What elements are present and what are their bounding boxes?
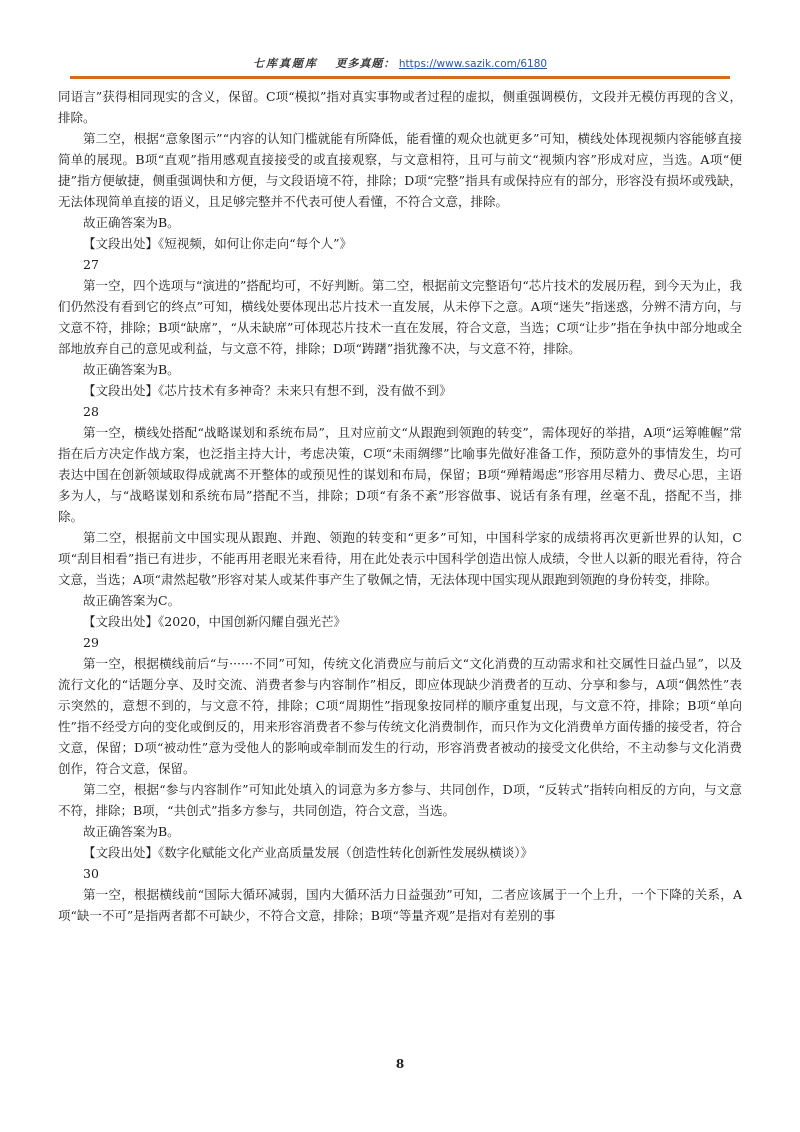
- source-line: 【文段出处】《芯片技术有多神奇？未来只有想不到，没有做不到》: [83, 383, 452, 398]
- paragraph: 第二空，根据前文中国实现从跟跑、并跑、领跑的转变和“更多”可知，中国科学家的成绩将再次更新世界的认知，C项“刮目相看”指已有进步，不能再用老眼光来看待，用在此处表示中国科学创造出惊人成绩，令世人以新的眼光看待，符合文意，当选；A项“肃然起敬”形容对某人或某件事产生了敬佩之情，无法体现中国实现从跟跑到领跑的身份转变，排除。: [58, 530, 742, 587]
- header-more-label: 更多真题：: [335, 57, 396, 70]
- source-line: 【文段出处】《数字化赋能文化产业高质量发展（创造性转化创新性发展纵横谈）》: [83, 845, 534, 860]
- question-number: 29: [83, 635, 99, 650]
- header-divider: [70, 76, 730, 79]
- answer-line: 故正确答案为B。: [83, 824, 180, 839]
- question-number: 28: [83, 404, 99, 419]
- paragraph: 第一空，横线处搭配“战略谋划和系统布局”，且对应前文“从跟跑到领跑的转变”，需体现好的举措，A项“运筹帷幄”常指在后方决定作战方案，也泛指主持大计，考虑决策，C项“未雨绸缪”比喻事先做好准备工作，预防意外的事情发生，均可表达中国在创新领域取得成就离不开整体的或预见性的谋划和布局，保留；B项“殚精竭虑”形容用尽精力、费尽心思，主语多为人，与“战略谋划和系统布局”搭配不当，排除；D项“有条不紊”形容做事、说话有条有理，丝毫不乱，搭配不当，排除。: [58, 425, 742, 524]
- paragraph: 同语言”获得相同现实的含义，保留。C项“模拟”指对真实事物或者过程的虚拟，侧重强调模仿，文段并无模仿再现的含义，排除。: [58, 89, 742, 125]
- answer-line: 故正确答案为B。: [83, 215, 180, 230]
- paragraph: 第一空，根据横线前后“与······不同”可知，传统文化消费应与前后文“文化消费的互动需求和社交属性日益凸显”，以及流行文化的“话题分享、及时交流、消费者参与内容制作”相反，即应体现缺少消费者的互动、分享和参与，A项“偶然性”表示突然的，意想不到的，与文意不符，排除；C项“周期性”指现象按同样的顺序重复出现，与文意不符，排除；B项“单向性”指不经受方向的变化或倒反的，用来形容消费者不参与传统文化消费制作，而只作为文化消费单方面传播的接受者，符合文意，保留；D项“被动性”意为受他人的影响或牵制而发生的行动，形容消费者被动的接受文化供给，不主动参与文化消费创作，符合文意，保留。: [58, 656, 742, 776]
- question-number: 30: [83, 866, 99, 881]
- answer-line: 故正确答案为C。: [83, 593, 181, 608]
- source-line: 【文段出处】《短视频，如何让你走向“每个人”》: [83, 236, 353, 251]
- header-url-link[interactable]: https://www.sazik.com/6180: [398, 58, 548, 70]
- document-body: [58, 86, 742, 926]
- answer-line: 故正确答案为B。: [83, 362, 180, 377]
- paragraph: 第一空，根据横线前“国际大循环减弱，国内大循环活力日益强劲”可知，二者应该属于一个上升，一个下降的关系，A项“缺一不可”是指两者都不可缺少，不符合文意，排除；B项“等量齐观”是指对有差别的事: [58, 887, 742, 923]
- paragraph: 第二空，根据“意象图示”“内容的认知门槛就能有所降低，能看懂的观众也就更多”可知，横线处体现视频内容能够直接简单的展现。B项“直观”指用感观直接接受的或直接观察，与文意相符，且可与前文“视频内容”形成对应，当选。A项“便捷”指方便敏捷，侧重强调快和方便，与文段语境不符，排除；D项“完整”指具有或保持应有的部分，形容没有损坏或残缺，无法体现简单直接的语义，且足够完整并不代表可使人看懂，不符合文意，排除。: [58, 131, 742, 209]
- source-line: 【文段出处】《2020，中国创新闪耀自强光芒》: [83, 614, 347, 629]
- paragraph: 第一空，四个选项与“演进的”搭配均可，不好判断。第二空，根据前文完整语句“芯片技术的发展历程，到今天为止，我们仍然没有看到它的终点”可知，横线处要体现出芯片技术一直发展，从未停下之意。A项“迷失”指迷惑，分辨不清方向，与文意不符，排除；B项“缺席”，“从未缺席”可体现芯片技术一直在发展，符合文意，当选；C项“让步”指在争执中部分地或全部地放弃自己的意见或利益，与文意不符，排除；D项“踌躇”指犹豫不决，与文意不符，排除。: [58, 278, 742, 356]
- page-header: [70, 52, 730, 76]
- header-site-name: 七库真题库: [252, 57, 318, 70]
- question-number: 27: [83, 257, 99, 272]
- page-number: 8: [395, 1057, 405, 1071]
- paragraph: 第二空，根据“参与内容制作”可知此处填入的词意为多方参与、共同创作，D项，“反转式”指转向相反的方向，与文意不符，排除；B项，“共创式”指多方参与，共同创造，符合文意，当选。: [58, 782, 742, 818]
